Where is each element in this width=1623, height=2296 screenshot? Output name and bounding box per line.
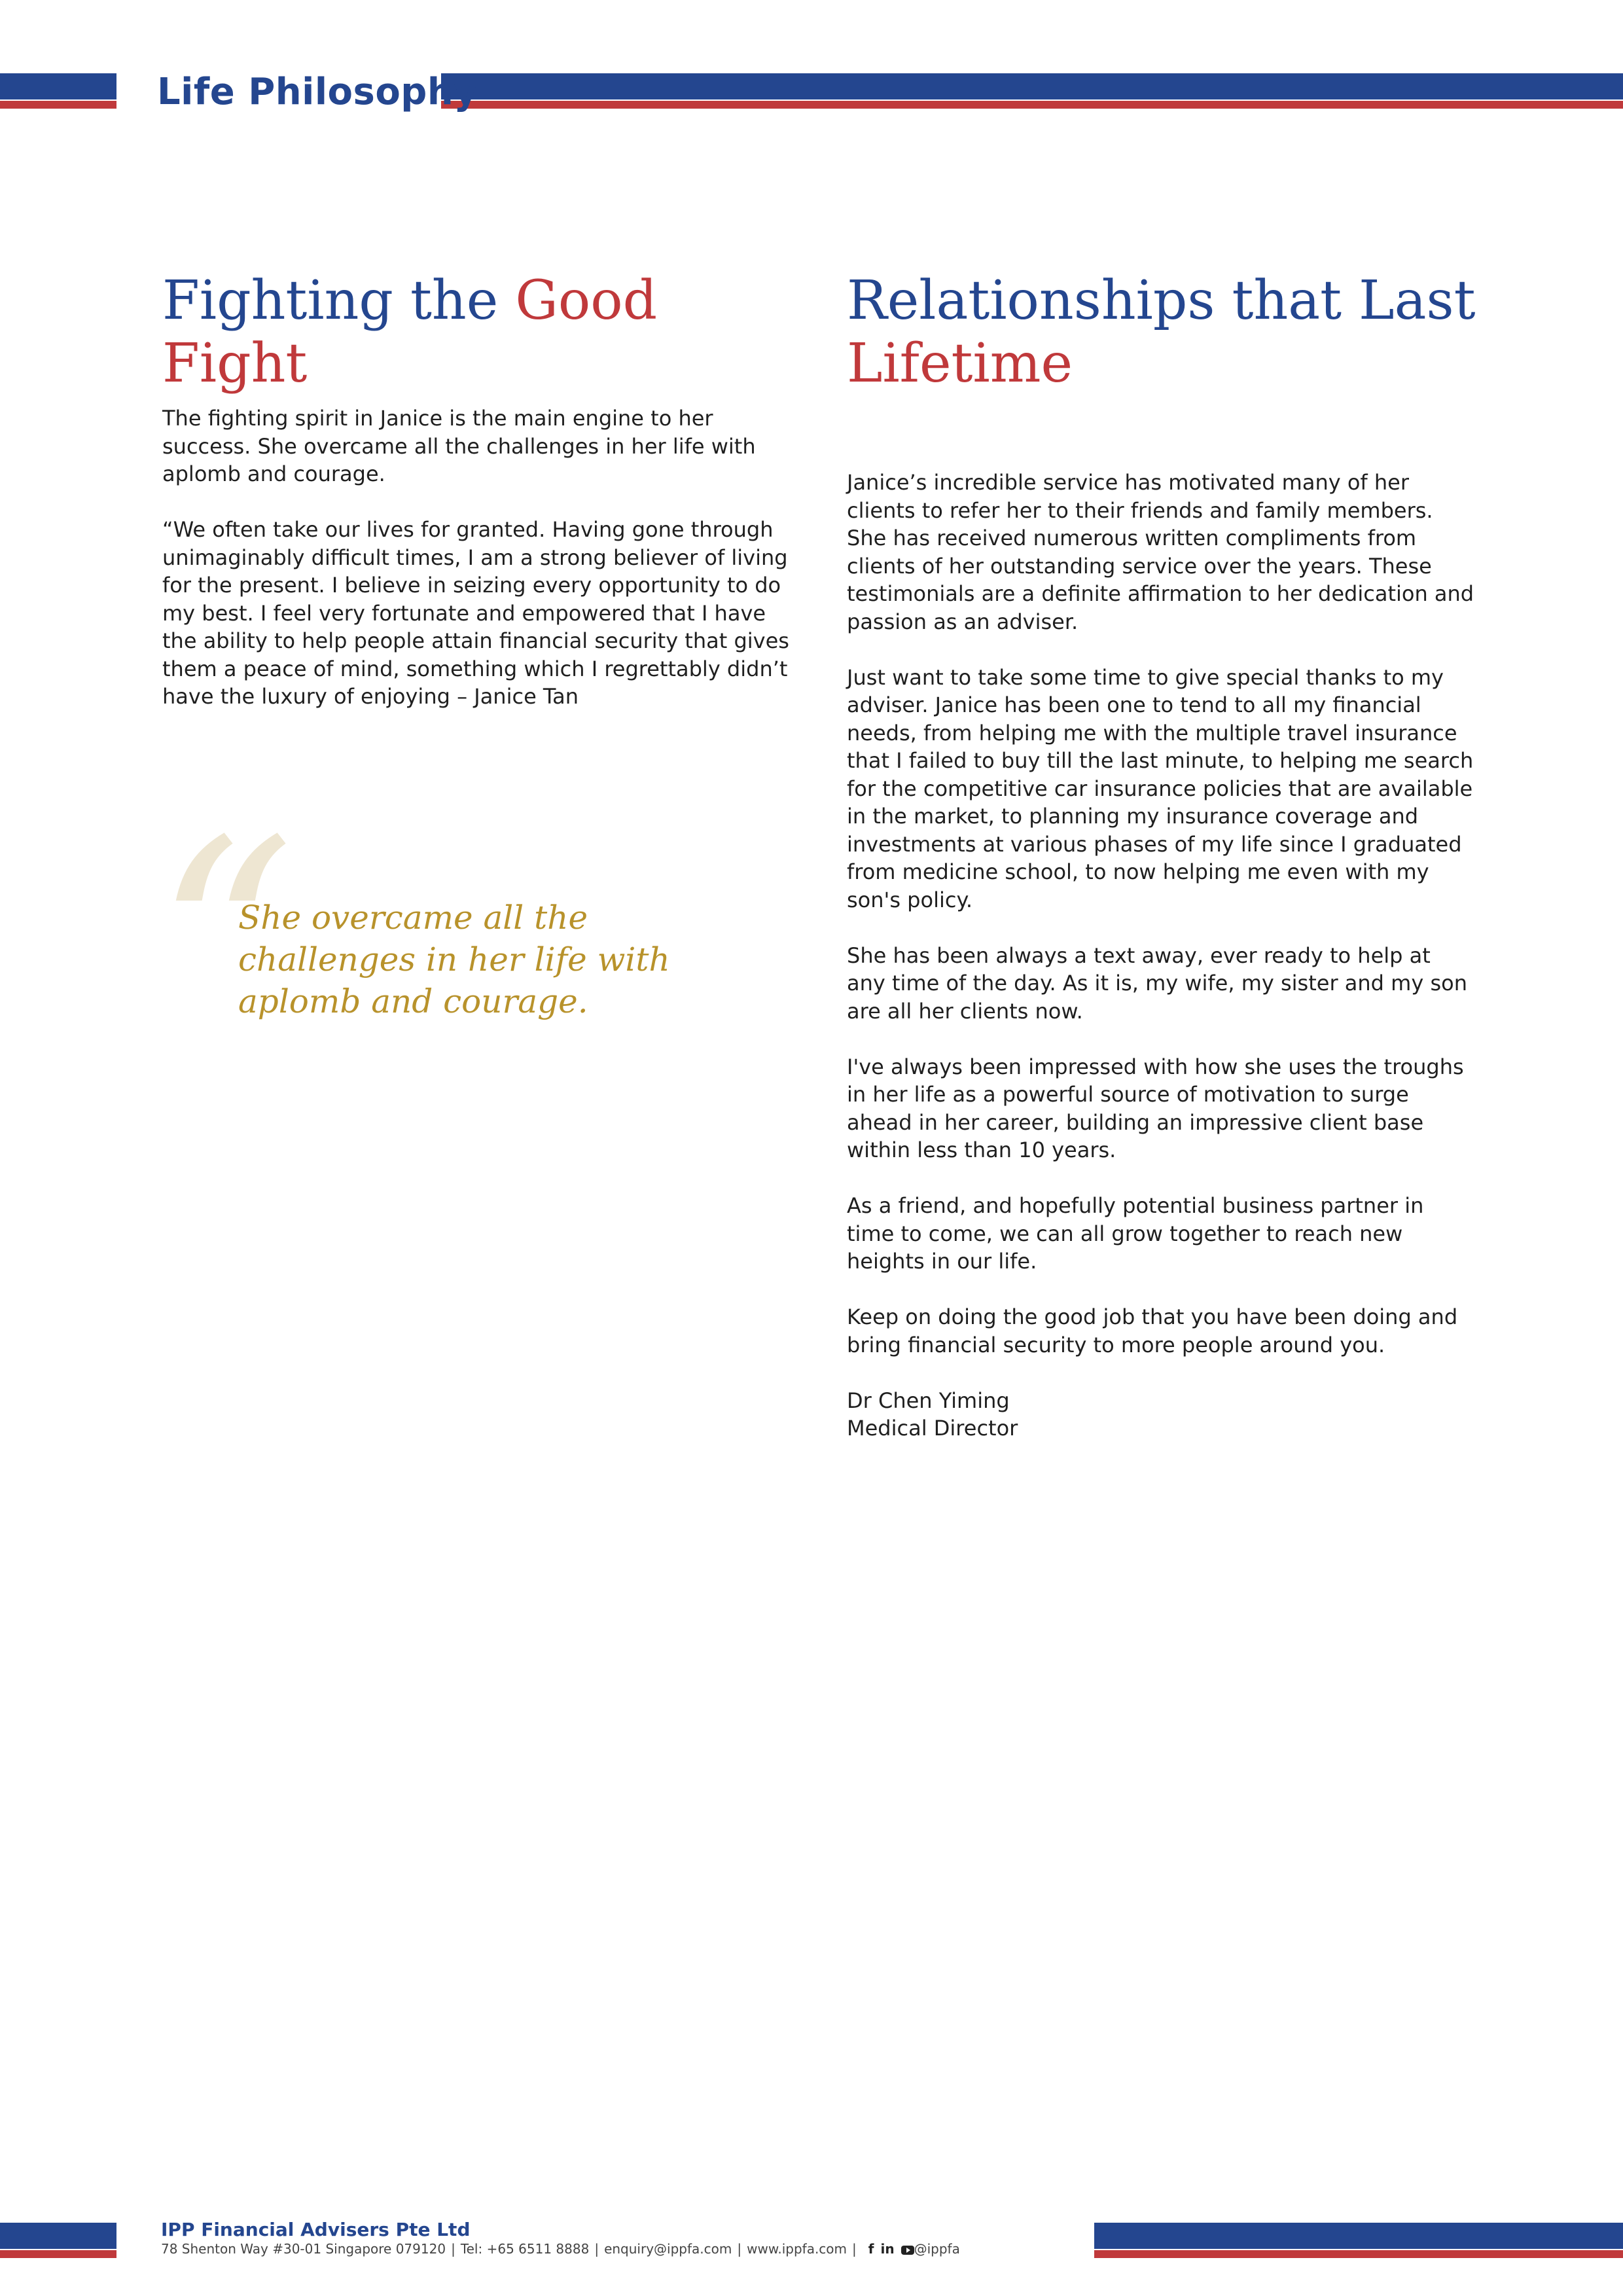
footer-tel: Tel: +65 6511 8888 <box>460 2241 590 2257</box>
right-paragraph-2: Just want to take some time to give special thanks to my adviser. Janice has been one to tend to all my financial needs, from helping me with the multiple travel insurance that I failed to buy till the last minute, to helping me search for the competitive car insurance policies that are available in the market, to planning my insurance coverage and investments at various phases of my life since I graduated from medicine school, to now helping me even with my son's policy. <box>847 664 1474 912</box>
right-body <box>847 469 1475 1443</box>
left-heading-accent: Good Fight <box>162 270 658 395</box>
quote-mark-icon: “ <box>154 782 295 1102</box>
left-heading-text: Fighting the <box>162 270 516 332</box>
footer-contact: 78 Shenton Way #30-01 Singapore 079120 | Tel: +65 6511 8888 | enquiry@ippfa.com | www.ippfa.com | f in @ippfa <box>161 2241 960 2257</box>
right-heading-text: Relationships that Last <box>847 270 1476 332</box>
footer-address: 78 Shenton Way #30-01 Singapore 079120 <box>161 2241 446 2257</box>
footer-social-handle[interactable]: @ippfa <box>914 2241 960 2257</box>
bottom-band-left <box>0 2223 116 2259</box>
footer-website[interactable]: www.ippfa.com <box>747 2241 847 2257</box>
left-heading <box>162 270 817 395</box>
left-body <box>162 404 791 738</box>
top-band-right <box>441 73 1623 110</box>
footer-company: IPP Financial Advisers Pte Ltd <box>161 2219 471 2240</box>
right-paragraph-4: I've always been impressed with how she uses the troughs in her life as a powerful source of motivation to surge ahead in her career, building an impressive client base within less than 10 years. <box>847 1054 1464 1162</box>
left-paragraph-1: The fighting spirit in Janice is the main engine to her success. She overcame all the challenges in her life with aplomb and courage. <box>162 406 756 486</box>
right-paragraph-6: Keep on doing the good job that you have been doing and bring financial security to more people around you. <box>847 1304 1458 1357</box>
bottom-band-right <box>1094 2223 1623 2259</box>
right-heading <box>847 270 1501 395</box>
linkedin-icon[interactable]: in <box>880 2241 895 2257</box>
facebook-icon[interactable]: f <box>868 2241 874 2257</box>
left-paragraph-2: “We often take our lives for granted. Having gone through unimaginably difficult times, I am a strong believer of living for the present. I believe in seizing every opportunity to do my best. I feel very fortunate and empowered that I have the ability to help people attain financial security that gives them a peace of mind, something which I regrettably didn’t have the luxury of enjoying – Janice Tan <box>162 517 789 709</box>
right-paragraph-1: Janice’s incredible service has motivated many of her clients to refer her to their friends and family members. She has received numerous written compliments from clients of her outstanding service over the years. These testimonials are a definite affirmation to her dedication and passion as an adviser. <box>847 470 1474 634</box>
pull-quote: She overcame all the challenges in her life with aplomb and courage. <box>238 899 670 1020</box>
section-label: Life Philosophy <box>157 71 478 113</box>
right-paragraph-3: She has been always a text away, ever ready to help at any time of the day. As it is, my wife, my sister and my son are all her clients now. <box>847 942 1467 1024</box>
top-band-left <box>0 73 116 110</box>
signature-name: Dr Chen Yiming <box>847 1388 1010 1413</box>
right-paragraph-5: As a friend, and hopefully potential business partner in time to come, we can all grow together to reach new heights in our life. <box>847 1193 1424 1274</box>
youtube-icon[interactable] <box>901 2246 914 2255</box>
footer-email[interactable]: enquiry@ippfa.com <box>604 2241 732 2257</box>
signature-title: Medical Director <box>847 1416 1018 1441</box>
right-heading-accent: Lifetime <box>847 332 1073 395</box>
